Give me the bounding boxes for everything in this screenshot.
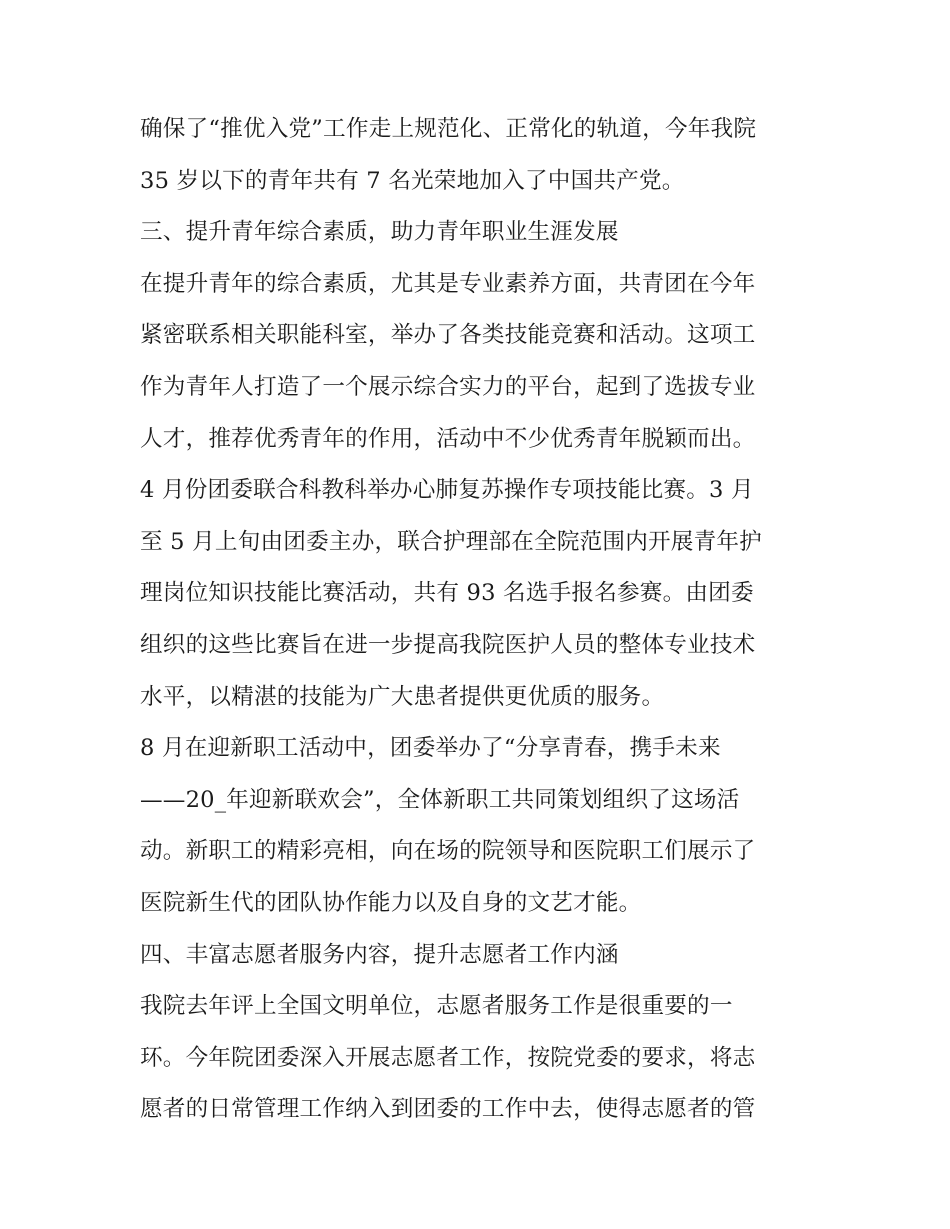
paragraph-line: 愿者的日常管理工作纳入到团委的工作中去，使得志愿者的管: [140, 1096, 756, 1123]
document-body: [140, 104, 830, 1136]
paragraph-line: 确保了“推优入党”工作走上规范化、正常化的轨道，今年我院: [140, 116, 757, 142]
paragraph-line: 环。今年院团委深入开展志愿者工作，按院党委的要求，将志: [140, 1044, 756, 1071]
paragraph-line: 8 月在迎新职工活动中，团委举办了“分享青春，携手未来: [140, 735, 721, 762]
paragraph-line: 人才，推荐优秀青年的作用，活动中不少优秀青年脱颖而出。: [140, 425, 756, 452]
paragraph-line: 在提升青年的综合素质，尤其是专业素养方面，共青团在今年: [140, 270, 756, 297]
paragraph-line: 紧密联系相关职能科室，举办了各类技能竞赛和活动。这项工: [140, 322, 756, 349]
section-heading: 四、丰富志愿者服务内容，提升志愿者工作内涵: [140, 941, 619, 968]
paragraph-line: 35 岁以下的青年共有 7 名光荣地加入了中国共产党。: [140, 167, 685, 194]
paragraph-line: ——20_年迎新联欢会”，全体新职工共同策划组织了这场活: [140, 786, 740, 813]
paragraph-line: 水平，以精湛的技能为广大患者提供更优质的服务。: [140, 683, 665, 710]
paragraph-line: 动。新职工的精彩亮相，向在场的院领导和医院职工们展示了: [140, 838, 756, 865]
paragraph-line: 医院新生代的团队协作能力以及自身的文艺才能。: [140, 889, 642, 916]
paragraph-line: 理岗位知识技能比赛活动，共有 93 名选手报名参赛。由团委: [140, 580, 754, 607]
paragraph-line: 我院去年评上全国文明单位，志愿者服务工作是很重要的一: [140, 993, 733, 1020]
section-heading: 三、提升青年综合素质，助力青年职业生涯发展: [140, 219, 619, 246]
paragraph-line: 至 5 月上旬由团委主办，联合护理部在全院范围内开展青年护: [140, 528, 762, 555]
paragraph-line: 组织的这些比赛旨在进一步提高我院医护人员的整体专业技术: [140, 631, 756, 658]
paragraph-line: 作为青年人打造了一个展示综合实力的平台，起到了选拔专业: [140, 373, 756, 400]
paragraph-line: 4 月份团委联合科教科举办心肺复苏操作专项技能比赛。3 月: [140, 477, 754, 504]
